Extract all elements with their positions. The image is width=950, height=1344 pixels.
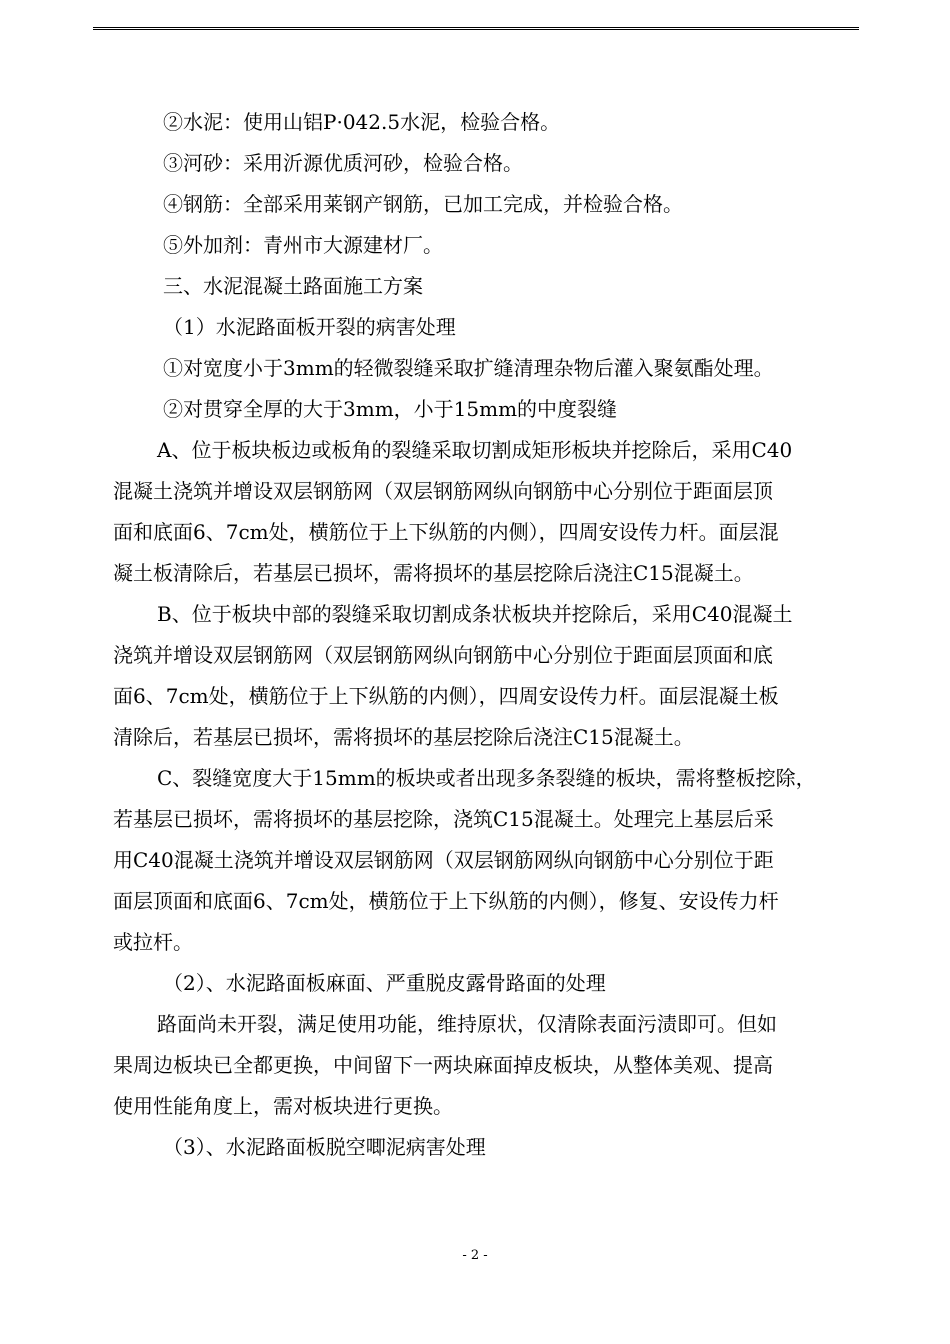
text-line: 面层顶面和底面6、7cm处，横筋位于上下纵筋的内侧），修复、安设传力杆 [113,889,779,913]
text-line: 浇筑并增设双层钢筋网（双层钢筋网纵向钢筋中心分别位于距面层顶面和底 [113,643,773,667]
text-line: C、裂缝宽度大于15mm的板块或者出现多条裂缝的板块，需将整板挖除， [157,766,816,790]
text-line: 凝土板清除后，若基层已损坏，需将损坏的基层挖除后浇注C15混凝土。 [113,561,754,585]
text-line: 清除后，若基层已损坏，需将损坏的基层挖除后浇注C15混凝土。 [113,725,694,749]
text-line: 用C40混凝土浇筑并增设双层钢筋网（双层钢筋网纵向钢筋中心分别位于距 [113,848,774,872]
text-line: 面和底面6、7cm处，横筋位于上下纵筋的内侧），四周安设传力杆。面层混 [113,520,779,544]
text-line: 或拉杆。 [113,930,193,954]
subsection-heading: （3）、水泥路面板脱空唧泥病害处理 [163,1135,486,1159]
subsection-heading: （1）水泥路面板开裂的病害处理 [163,315,456,339]
text-line: 若基层已损坏，需将损坏的基层挖除，浇筑C15混凝土。处理完上基层后采 [113,807,774,831]
text-line: ②水泥：使用山铝P·042.5水泥，检验合格。 [163,110,561,134]
text-line: 路面尚未开裂，满足使用功能，维持原状，仅清除表面污渍即可。但如 [157,1012,777,1036]
page-number: - 2 - [462,1248,488,1263]
text-line: 果周边板块已全都更换，中间留下一两块麻面掉皮板块，从整体美观、提高 [113,1053,773,1077]
section-heading: 三、水泥混凝土路面施工方案 [163,274,423,298]
text-line: B、位于板块中部的裂缝采取切割成条状板块并挖除后，采用C40混凝土 [157,602,793,626]
text-line: A、位于板块板边或板角的裂缝采取切割成矩形板块并挖除后，采用C40 [157,438,793,462]
text-line: 使用性能角度上，需对板块进行更换。 [113,1094,453,1118]
subsection-heading: （2）、水泥路面板麻面、严重脱皮露骨路面的处理 [163,971,606,995]
text-line: 混凝土浇筑并增设双层钢筋网（双层钢筋网纵向钢筋中心分别位于距面层顶 [113,479,773,503]
text-line: 面6、7cm处，横筋位于上下纵筋的内侧），四周安设传力杆。面层混凝土板 [113,684,779,708]
text-line: ②对贯穿全厚的大于3mm，小于15mm的中度裂缝 [163,397,618,421]
text-line: ③河砂：采用沂源优质河砂，检验合格。 [163,151,523,175]
text-line: ④钢筋：全部采用莱钢产钢筋，已加工完成，并检验合格。 [163,192,683,216]
header-rule [93,27,859,30]
text-line: ①对宽度小于3mm的轻微裂缝采取扩缝清理杂物后灌入聚氨酯处理。 [163,356,774,380]
text-line: ⑤外加剂：青州市大源建材厂。 [163,233,443,257]
body-text [113,102,853,1168]
